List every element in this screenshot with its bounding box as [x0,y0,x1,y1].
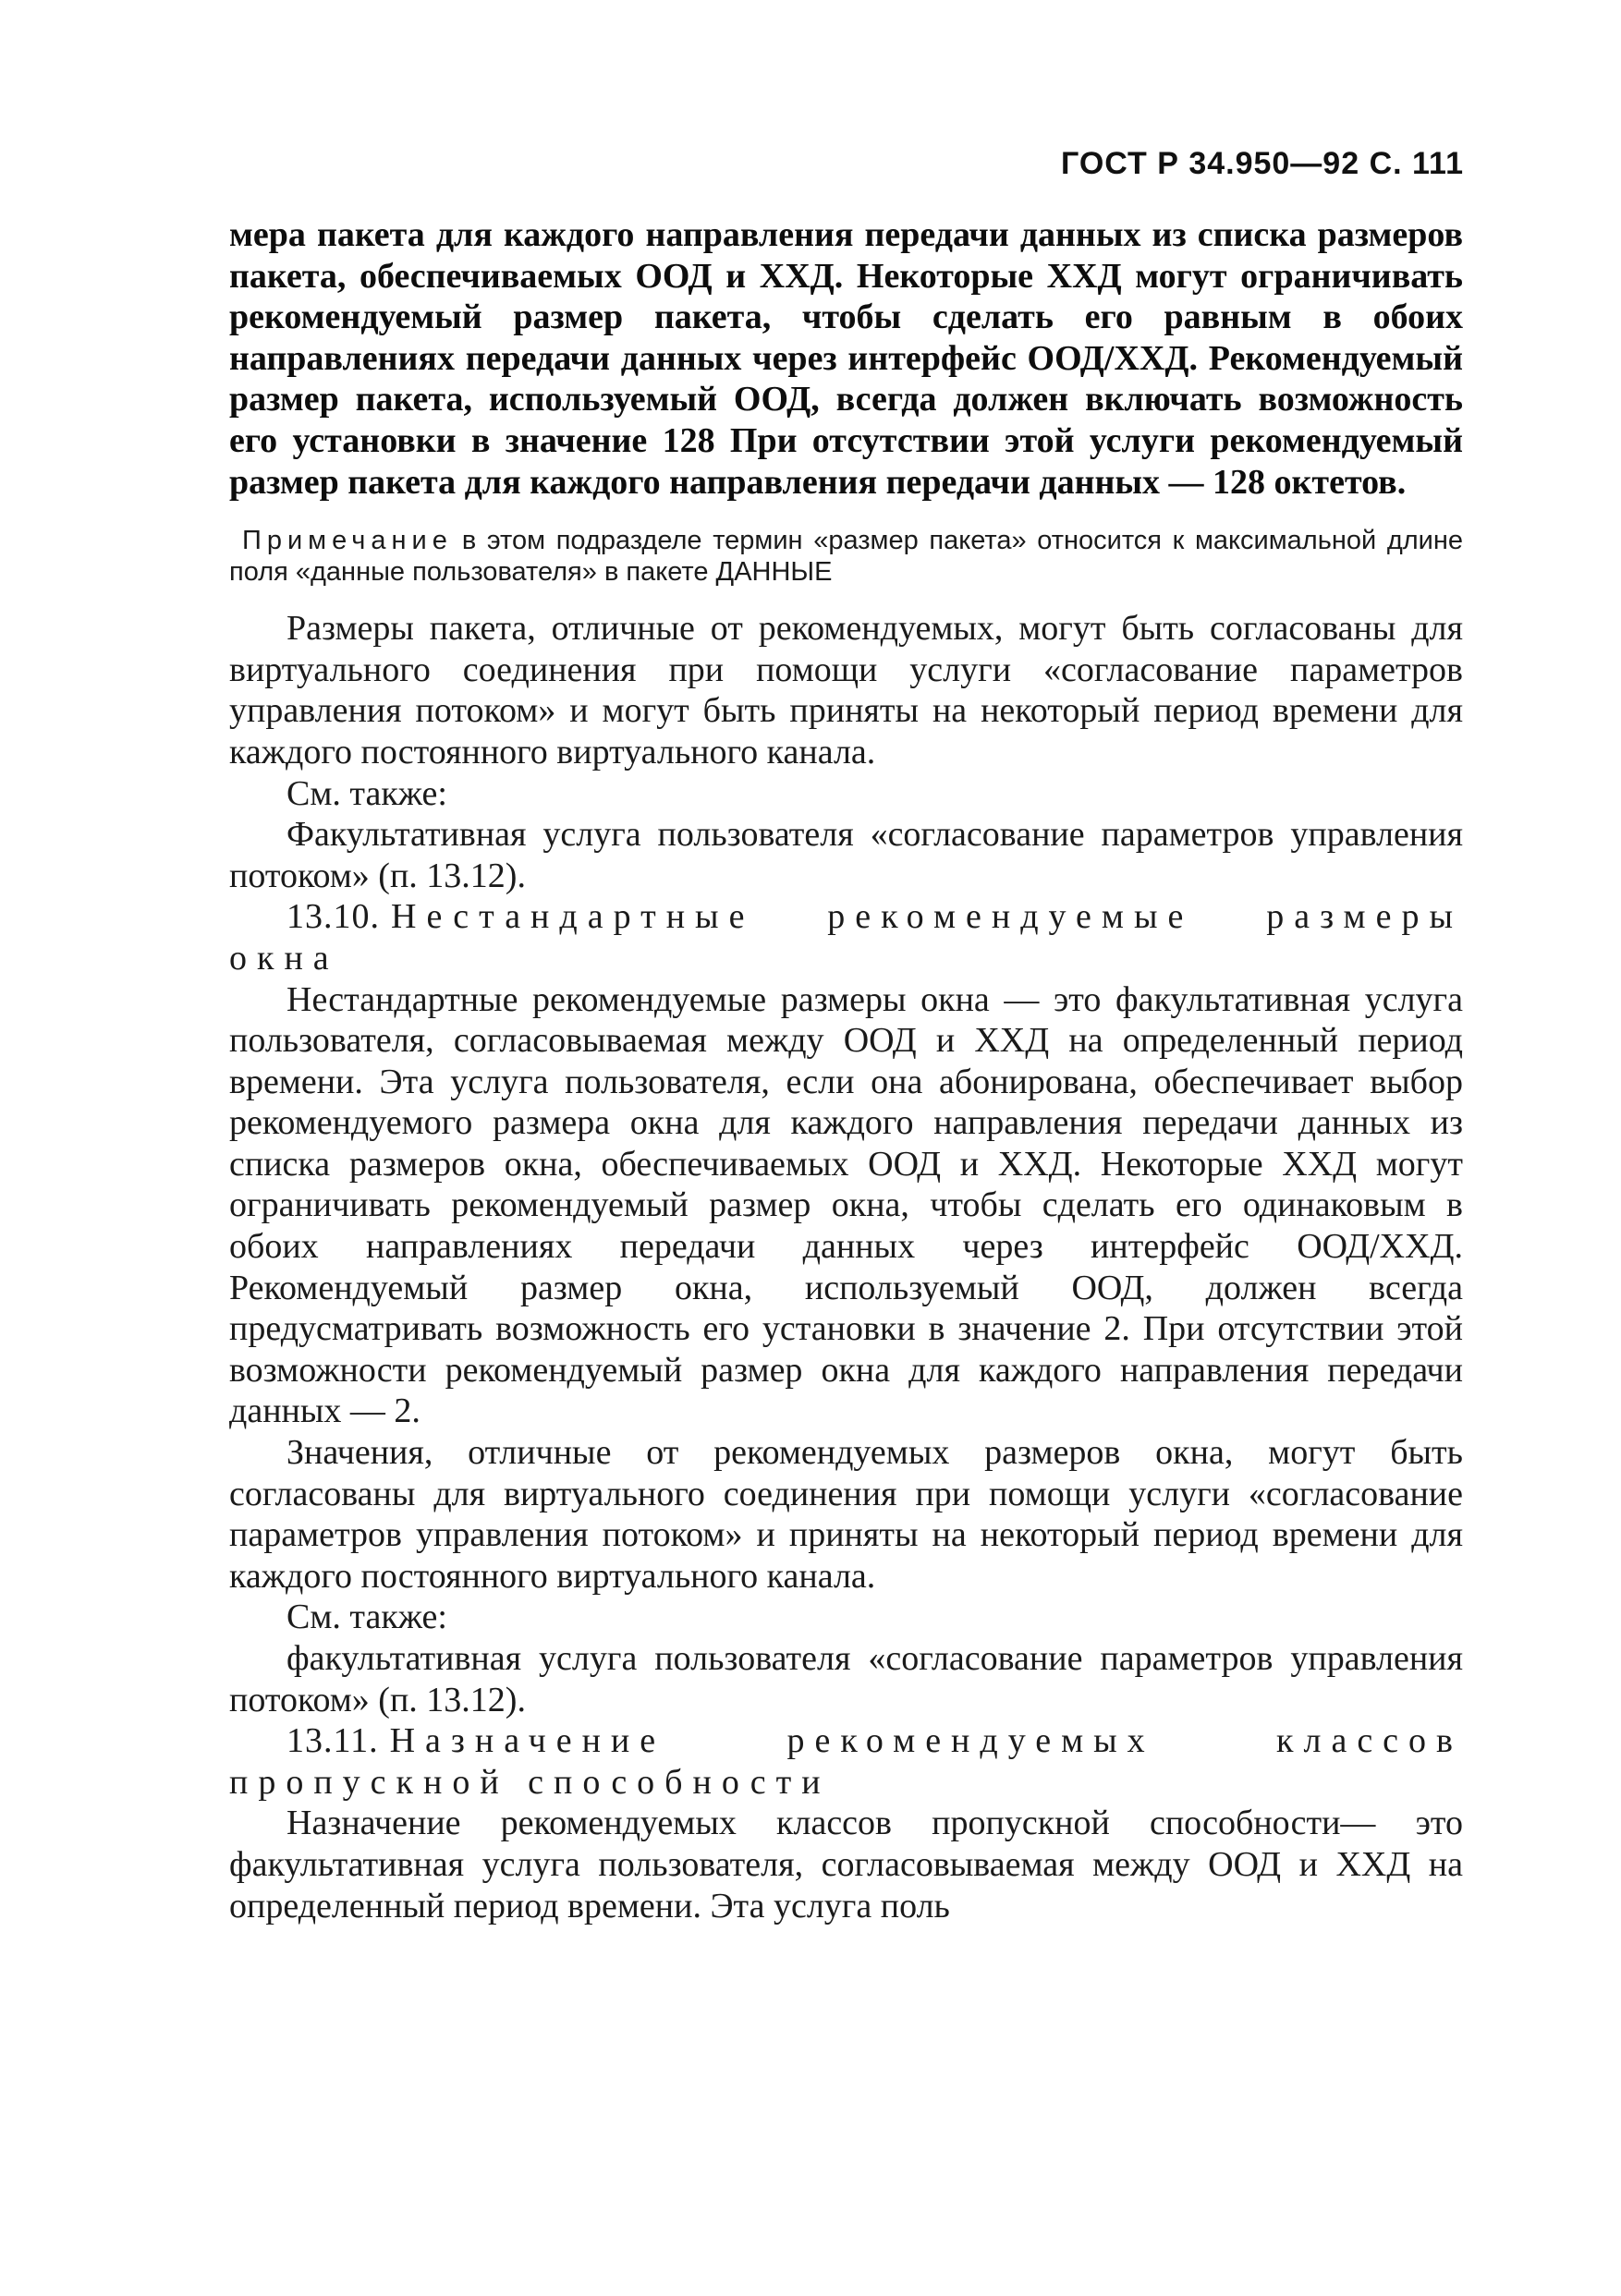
section-title-13-11: Назначение рекомендуемых классов пропускной способности [229,1721,1463,1802]
paragraph-window-size-definition: Нестандартные рекомендуемые размеры окна — это факультативная услуга пользователя, согласовываемая между ООД и ХХД на определенный период времени. Эта услуга пользователя, если она абонирована, обеспечивает выбор рекомендуемого размера окна для каждого направления передачи данных из списка размеров окна, обеспечиваемых ООД и ХХД. Некоторые ХХД могут ограничивать рекомендуемый размер окна, чтобы сделать его одинаковым в обоих направлениях передачи данных через интерфейс ООД/ХХД. Рекомендуемый размер окна, используемый ООД, должен всегда предусматривать возможность его установки в значение 2. При отсутствии этой возможности рекомендуемый размер окна для каждого направления передачи данных — 2. [229,979,1463,1431]
paragraph-throughput-classes: Назначение рекомендуемых классов пропускной способности— это факультативная услуга пользователя, согласовываемая между ООД и ХХД на определенный период времени. Эта услуга поль [229,1804,1463,1925]
reference-flow-control-2: факультативная услуга пользователя «согласование параметров управления потоком» (п. 13.12). [229,1639,1463,1719]
paragraph-packet-size-continuation: мера пакета для каждого направления передачи данных из списка размеров пакета, обеспечиваемых ООД и ХХД. Некоторые ХХД могут ограничивать рекомендуемый размер пакета, чтобы сделать его равным в обоих направлениях передачи данных через интерфейс ООД/ХХД. Рекомендуемый размер пакета, используемый ООД, всегда должен включать возможность его установки в значение 128 При отсутствии этой услуги рекомендуемый размер пакета для каждого направления передачи данных — 128 октетов. [229,215,1463,502]
paragraph-window-size-negotiation: Значения, отличные от рекомендуемых размеров окна, могут быть согласованы для виртуального соединения при помощи услуги «согласование параметров управления потоком» и приняты на некоторый период времени для каждого постоянного виртуального канала. [229,1433,1463,1596]
section-heading-13-10 [229,896,1463,978]
note [229,525,1463,588]
see-also-label-2: См. также: [286,1597,447,1637]
note-text: в этом подразделе термин «размер пакета» относится к максимальной длине поля «данные пользователя» в пакете ДАННЫЕ [229,526,1463,588]
section-number-13-10: 13.10. [286,897,380,937]
reference-flow-control-1: Факультативная услуга пользователя «согласование параметров управления потоком» (п. 13.12). [229,815,1463,895]
section-number-13-11: 13.11. [286,1721,379,1761]
note-label: Примечание [242,526,453,556]
body-text [229,214,1463,1926]
running-header: ГОСТ Р 34.950—92 С. 111 [1061,146,1464,181]
see-also-label: См. также: [286,773,447,813]
paragraph-packet-size-negotiation: Размеры пакета, отличные от рекомендуемых, могут быть согласованы для виртуального соединения при помощи услуги «согласование параметров управления потоком» и могут быть приняты на некоторый период времени для каждого постоянного виртуального канала. [229,609,1463,771]
section-title-13-10: Нестандартные рекомендуемые размеры окна [229,897,1463,978]
section-heading-13-11 [229,1720,1463,1803]
